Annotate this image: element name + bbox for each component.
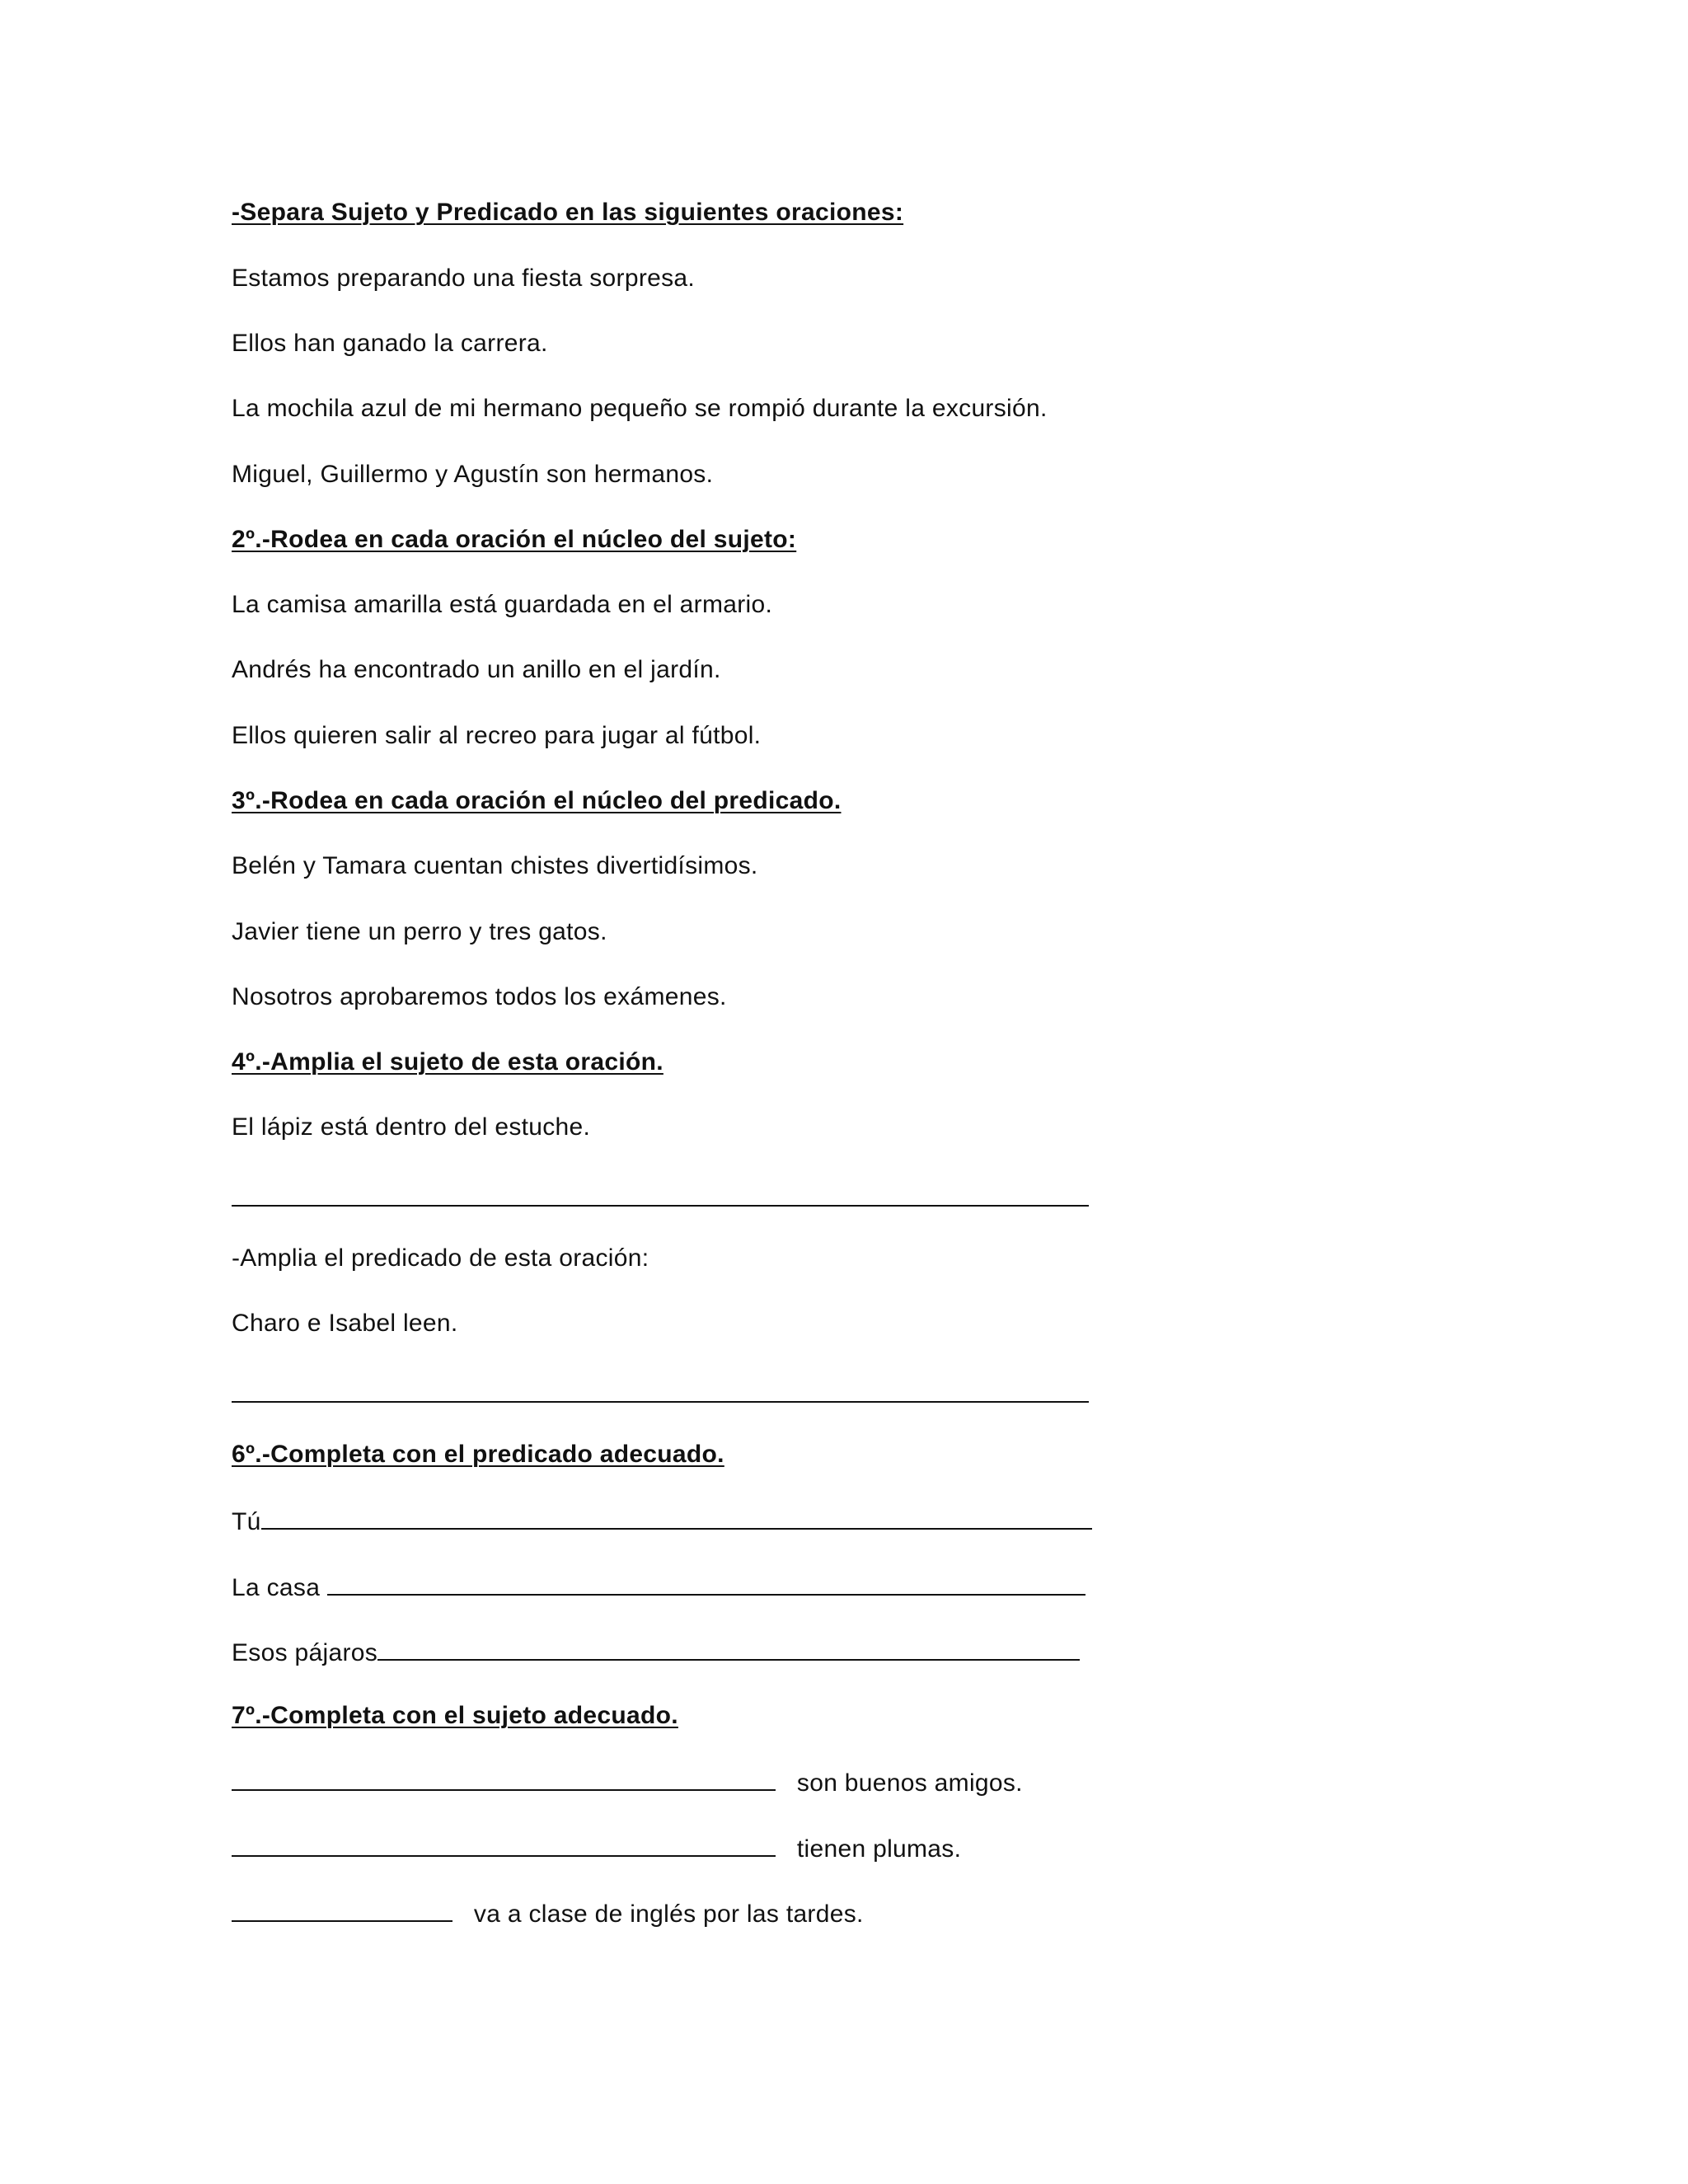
exercise-sentence: Andrés ha encontrado un anillo en el jardín. [232,656,721,683]
exercise-sentence: La camisa amarilla está guardada en el armario. [232,591,773,618]
answer-line[interactable] [232,1401,1089,1403]
predicate-blank[interactable] [377,1634,1080,1661]
subject-text: Tú [232,1508,261,1535]
predicate-text: son buenos amigos. [796,1769,1023,1797]
exercise-sentence: El lápiz está dentro del estuche. [232,1113,591,1141]
subject-blank[interactable] [232,1896,452,1922]
predicate-text: tienen plumas. [796,1835,962,1863]
section-2-heading: 2º.-Rodea en cada oración el núcleo del sujeto: [232,526,797,553]
section-4-heading: 4º.-Amplia el sujeto de esta oración. [232,1048,663,1076]
subject-blank[interactable] [232,1765,776,1791]
section-7-heading: 7º.-Completa con el sujeto adecuado. [232,1702,678,1729]
section-3-heading: 3º.-Rodea en cada oración el núcleo del predicado. [232,787,842,814]
exercise-sentence: Ellos han ganado la carrera. [232,330,548,357]
answer-line[interactable] [232,1205,1089,1207]
predicate-blank[interactable] [327,1569,1085,1596]
fill-subject-row [232,1896,864,1931]
exercise-sentence: Ellos quieren salir al recreo para jugar al fútbol. [232,722,762,749]
section-1-heading: -Separa Sujeto y Predicado en las siguientes oraciones: [232,199,904,226]
fill-predicate-row [232,1634,1080,1670]
fill-subject-row [232,1830,961,1866]
exercise-sentence: Javier tiene un perro y tres gatos. [232,918,607,945]
subject-text: La casa [232,1574,321,1601]
fill-predicate-row [232,1569,1085,1605]
subject-blank[interactable] [232,1830,776,1857]
exercise-sentence: La mochila azul de mi hermano pequeño se rompió durante la excursión. [232,395,1048,422]
fill-subject-row [232,1765,1023,1800]
exercise-sentence: Belén y Tamara cuentan chistes divertidísimos. [232,852,758,879]
exercise-sentence: Miguel, Guillermo y Agustín son hermanos. [232,461,714,488]
predicate-blank[interactable] [261,1503,1092,1530]
subject-text: Esos pájaros [232,1639,378,1666]
fill-predicate-row [232,1503,1092,1539]
exercise-sentence: Estamos preparando una fiesta sorpresa. [232,265,696,292]
exercise-sentence: Nosotros aprobaremos todos los exámenes. [232,983,727,1010]
section-6-heading: 6º.-Completa con el predicado adecuado. [232,1441,724,1468]
section-5-heading: -Amplia el predicado de esta oración: [232,1244,649,1272]
exercise-sentence: Charo e Isabel leen. [232,1310,458,1337]
predicate-text: va a clase de inglés por las tardes. [473,1900,864,1928]
